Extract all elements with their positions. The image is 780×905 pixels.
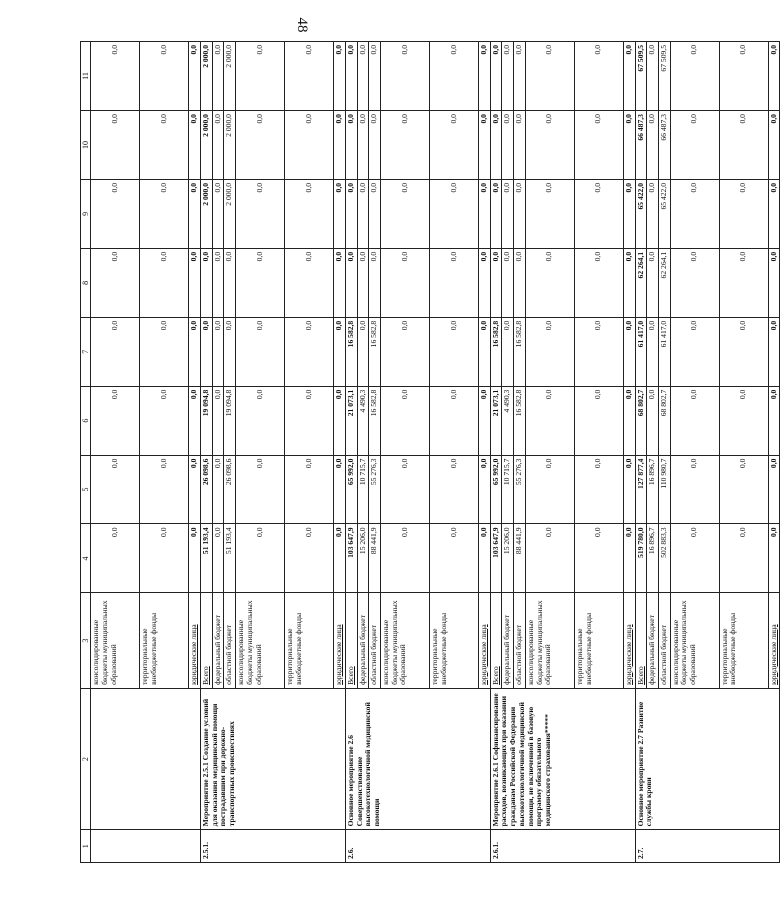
table-row [345, 42, 357, 863]
amount-cell: 0,0 [334, 248, 346, 317]
amount-cell: 0,0 [525, 179, 574, 248]
amount-cell: 2 000,0 [200, 179, 212, 248]
amount-cell: 65 992,0 [345, 455, 357, 524]
amount-cell: 88 441,9 [514, 524, 526, 593]
amount-cell: 0,0 [140, 524, 189, 593]
amount-cell: 0,0 [91, 248, 140, 317]
amount-cell: 0,0 [670, 386, 719, 455]
amount-cell: 0,0 [334, 111, 346, 180]
amount-cell: 21 073,1 [490, 386, 502, 455]
amount-cell: 0,0 [478, 179, 490, 248]
amount-cell: 0,0 [719, 179, 768, 248]
amount-cell: 0,0 [369, 179, 381, 248]
amount-cell: 0,0 [189, 42, 201, 111]
amount-cell: 0,0 [502, 111, 514, 180]
amount-cell: 16 582,8 [514, 317, 526, 386]
amount-cell: 0,0 [670, 179, 719, 248]
activity-title: Мероприятие 2.5.1 Создание условий для оказания медицинской помощи пострадавшим при дорожно-транспортных происшествиях [200, 688, 345, 829]
amount-cell: 0,0 [670, 248, 719, 317]
funding-source: федеральный бюджет [647, 593, 659, 689]
amount-cell: 0,0 [334, 179, 346, 248]
amount-cell: 0,0 [369, 111, 381, 180]
amount-cell: 0,0 [525, 248, 574, 317]
funding-source: областной бюджет [224, 593, 236, 689]
amount-cell: 0,0 [490, 248, 502, 317]
amount-cell: 0,0 [369, 42, 381, 111]
column-header-4: 4 [81, 524, 91, 593]
column-header-8: 8 [81, 248, 91, 317]
amount-cell: 0,0 [670, 42, 719, 111]
amount-cell: 0,0 [768, 248, 780, 317]
amount-cell: 0,0 [719, 111, 768, 180]
amount-cell: 0,0 [574, 386, 623, 455]
amount-cell: 55 276,3 [369, 455, 381, 524]
amount-cell: 4 490,3 [502, 386, 514, 455]
amount-cell: 0,0 [236, 248, 285, 317]
funding-source: консолидированные бюджеты муниципальных образований [525, 593, 574, 689]
amount-cell: 67 509,5 [635, 42, 647, 111]
amount-cell: 0,0 [623, 248, 635, 317]
funding-source: юридические лица [768, 593, 780, 689]
funding-source: территориальные внебюджетные фонды [140, 593, 189, 689]
amount-cell: 0,0 [525, 42, 574, 111]
amount-cell: 0,0 [334, 386, 346, 455]
amount-cell: 0,0 [380, 386, 429, 455]
amount-cell: 0,0 [429, 524, 478, 593]
amount-cell: 61 417,0 [635, 317, 647, 386]
amount-cell: 0,0 [478, 524, 490, 593]
amount-cell: 0,0 [647, 386, 659, 455]
amount-cell: 0,0 [429, 42, 478, 111]
activity-title: Мероприятие 2.6.1 Софинансирование расходов, возникающих при оказании гражданам Российской Федерации высокотехнологичной медицинской помощи, не включенной в базовую программу обязательного медицинского страхования***** [490, 688, 635, 829]
amount-cell: 16 582,8 [369, 386, 381, 455]
amount-cell: 0,0 [574, 524, 623, 593]
amount-cell: 0,0 [334, 42, 346, 111]
amount-cell: 0,0 [91, 455, 140, 524]
funding-source: территориальные внебюджетные фонды [285, 593, 334, 689]
amount-cell: 55 276,3 [514, 455, 526, 524]
amount-cell: 16 582,8 [345, 317, 357, 386]
amount-cell: 0,0 [525, 455, 574, 524]
amount-cell: 0,0 [200, 248, 212, 317]
amount-cell: 0,0 [236, 179, 285, 248]
amount-cell: 0,0 [429, 179, 478, 248]
amount-cell: 0,0 [345, 111, 357, 180]
amount-cell: 0,0 [91, 386, 140, 455]
table-row [635, 42, 647, 863]
amount-cell: 0,0 [212, 179, 224, 248]
funding-source: консолидированные бюджеты муниципальных образований [236, 593, 285, 689]
amount-cell: 21 073,1 [345, 386, 357, 455]
amount-cell: 0,0 [236, 524, 285, 593]
amount-cell: 16 582,8 [369, 317, 381, 386]
amount-cell: 26 098,6 [224, 455, 236, 524]
amount-cell: 0,0 [429, 386, 478, 455]
amount-cell: 127 877,4 [635, 455, 647, 524]
funding-source: Всего [200, 593, 212, 689]
funding-source: областной бюджет [658, 593, 670, 689]
table-row [91, 42, 140, 863]
amount-cell: 0,0 [490, 42, 502, 111]
amount-cell: 0,0 [357, 248, 369, 317]
column-header-10: 10 [81, 111, 91, 180]
row-code: 2.7. [635, 830, 780, 863]
amount-cell: 0,0 [380, 111, 429, 180]
amount-cell: 0,0 [140, 317, 189, 386]
amount-cell: 0,0 [490, 179, 502, 248]
amount-cell: 0,0 [623, 179, 635, 248]
amount-cell: 0,0 [719, 248, 768, 317]
amount-cell: 15 206,0 [502, 524, 514, 593]
amount-cell: 66 487,3 [658, 111, 670, 180]
amount-cell: 0,0 [212, 111, 224, 180]
amount-cell: 0,0 [719, 386, 768, 455]
amount-cell: 66 487,3 [635, 111, 647, 180]
funding-source: территориальные внебюджетные фонды [719, 593, 768, 689]
amount-cell: 0,0 [334, 455, 346, 524]
funding-source: юридические лица [334, 593, 346, 689]
amount-cell: 0,0 [357, 179, 369, 248]
funding-source: юридические лица [623, 593, 635, 689]
amount-cell: 0,0 [478, 386, 490, 455]
amount-cell: 0,0 [380, 42, 429, 111]
amount-cell: 51 193,4 [200, 524, 212, 593]
table-body [91, 42, 780, 863]
amount-cell: 0,0 [285, 42, 334, 111]
amount-cell: 0,0 [380, 317, 429, 386]
amount-cell: 0,0 [647, 248, 659, 317]
funding-source: юридические лица [478, 593, 490, 689]
amount-cell: 0,0 [623, 111, 635, 180]
amount-cell: 68 802,7 [635, 386, 647, 455]
amount-cell: 0,0 [768, 42, 780, 111]
amount-cell: 0,0 [189, 111, 201, 180]
amount-cell: 0,0 [189, 317, 201, 386]
amount-cell: 0,0 [768, 524, 780, 593]
amount-cell: 0,0 [224, 317, 236, 386]
amount-cell: 0,0 [345, 179, 357, 248]
amount-cell: 0,0 [236, 455, 285, 524]
amount-cell: 0,0 [334, 524, 346, 593]
column-header-1: 1 [81, 830, 91, 863]
amount-cell: 26 098,6 [200, 455, 212, 524]
amount-cell: 0,0 [670, 111, 719, 180]
amount-cell: 519 780,0 [635, 524, 647, 593]
amount-cell: 0,0 [140, 179, 189, 248]
amount-cell: 0,0 [189, 455, 201, 524]
amount-cell: 0,0 [670, 317, 719, 386]
amount-cell: 0,0 [502, 248, 514, 317]
amount-cell: 67 509,5 [658, 42, 670, 111]
amount-cell: 0,0 [345, 248, 357, 317]
amount-cell: 0,0 [212, 317, 224, 386]
amount-cell: 0,0 [478, 455, 490, 524]
amount-cell: 0,0 [285, 455, 334, 524]
amount-cell: 0,0 [478, 248, 490, 317]
amount-cell: 0,0 [189, 386, 201, 455]
amount-cell: 110 980,7 [658, 455, 670, 524]
amount-cell: 0,0 [200, 317, 212, 386]
budget-table [80, 41, 780, 863]
funding-source: федеральный бюджет [212, 593, 224, 689]
table-row [490, 42, 502, 863]
amount-cell: 0,0 [236, 42, 285, 111]
amount-cell: 0,0 [212, 455, 224, 524]
column-header-3: 3 [81, 593, 91, 689]
column-header-6: 6 [81, 386, 91, 455]
amount-cell: 0,0 [525, 524, 574, 593]
amount-cell: 0,0 [189, 524, 201, 593]
amount-cell: 0,0 [502, 42, 514, 111]
amount-cell: 16 582,8 [490, 317, 502, 386]
amount-cell: 2 000,0 [224, 179, 236, 248]
funding-source: федеральный бюджет [502, 593, 514, 689]
amount-cell: 65 422,0 [635, 179, 647, 248]
amount-cell: 0,0 [670, 455, 719, 524]
amount-cell: 0,0 [490, 111, 502, 180]
amount-cell: 16 896,7 [647, 524, 659, 593]
page-number: 48 [294, 17, 310, 33]
amount-cell: 0,0 [623, 317, 635, 386]
amount-cell: 0,0 [623, 524, 635, 593]
amount-cell: 0,0 [91, 42, 140, 111]
amount-cell: 0,0 [140, 42, 189, 111]
amount-cell: 0,0 [224, 248, 236, 317]
amount-cell: 0,0 [212, 42, 224, 111]
amount-cell: 0,0 [768, 455, 780, 524]
amount-cell: 0,0 [140, 248, 189, 317]
amount-cell: 65 422,0 [658, 179, 670, 248]
amount-cell: 0,0 [357, 111, 369, 180]
amount-cell: 0,0 [189, 179, 201, 248]
amount-cell: 0,0 [574, 248, 623, 317]
amount-cell: 88 441,9 [369, 524, 381, 593]
amount-cell: 0,0 [380, 248, 429, 317]
amount-cell: 0,0 [478, 111, 490, 180]
amount-cell: 0,0 [525, 317, 574, 386]
amount-cell: 15 206,0 [357, 524, 369, 593]
amount-cell: 0,0 [719, 455, 768, 524]
funding-source: Всего [490, 593, 502, 689]
funding-source: областной бюджет [369, 593, 381, 689]
amount-cell: 0,0 [345, 42, 357, 111]
rotated-table-wrapper [80, 41, 778, 863]
amount-cell: 2 000,0 [200, 42, 212, 111]
amount-cell: 0,0 [91, 179, 140, 248]
amount-cell: 0,0 [236, 111, 285, 180]
amount-cell: 10 715,7 [502, 455, 514, 524]
table-row [200, 42, 212, 863]
amount-cell: 0,0 [478, 42, 490, 111]
amount-cell: 0,0 [768, 111, 780, 180]
funding-source: территориальные внебюджетные фонды [429, 593, 478, 689]
amount-cell: 0,0 [719, 317, 768, 386]
amount-cell: 0,0 [623, 455, 635, 524]
amount-cell: 0,0 [380, 524, 429, 593]
amount-cell: 51 193,4 [224, 524, 236, 593]
row-code: 2.6. [345, 830, 490, 863]
amount-cell: 16 896,7 [647, 455, 659, 524]
amount-cell: 0,0 [574, 111, 623, 180]
amount-cell: 0,0 [140, 111, 189, 180]
amount-cell: 2 000,0 [224, 111, 236, 180]
funding-source: Всего [345, 593, 357, 689]
amount-cell: 502 883,3 [658, 524, 670, 593]
amount-cell: 0,0 [768, 317, 780, 386]
amount-cell: 0,0 [768, 179, 780, 248]
funding-source: юридические лица [189, 593, 201, 689]
amount-cell: 0,0 [647, 317, 659, 386]
amount-cell: 0,0 [670, 524, 719, 593]
amount-cell: 103 647,9 [490, 524, 502, 593]
column-header-2: 2 [81, 688, 91, 829]
amount-cell: 65 992,0 [490, 455, 502, 524]
amount-cell: 0,0 [574, 42, 623, 111]
amount-cell: 0,0 [334, 317, 346, 386]
amount-cell: 103 647,9 [345, 524, 357, 593]
amount-cell: 4 490,3 [357, 386, 369, 455]
amount-cell: 0,0 [647, 179, 659, 248]
amount-cell: 0,0 [236, 386, 285, 455]
amount-cell: 0,0 [574, 455, 623, 524]
amount-cell: 0,0 [525, 111, 574, 180]
amount-cell: 0,0 [574, 179, 623, 248]
amount-cell: 0,0 [285, 111, 334, 180]
amount-cell: 10 715,7 [357, 455, 369, 524]
amount-cell: 0,0 [369, 248, 381, 317]
amount-cell: 0,0 [91, 524, 140, 593]
amount-cell: 0,0 [236, 317, 285, 386]
amount-cell: 2 000,0 [200, 111, 212, 180]
amount-cell: 0,0 [357, 42, 369, 111]
row-code [91, 830, 201, 863]
activity-title [91, 688, 201, 829]
funding-source: областной бюджет [514, 593, 526, 689]
amount-cell: 0,0 [380, 179, 429, 248]
amount-cell: 0,0 [429, 317, 478, 386]
column-number-row [81, 42, 91, 863]
amount-cell: 0,0 [429, 111, 478, 180]
amount-cell: 0,0 [623, 42, 635, 111]
row-code: 2.6.1. [490, 830, 635, 863]
amount-cell: 19 094,8 [224, 386, 236, 455]
amount-cell: 0,0 [140, 386, 189, 455]
column-header-11: 11 [81, 42, 91, 111]
amount-cell: 0,0 [285, 317, 334, 386]
amount-cell: 0,0 [357, 317, 369, 386]
amount-cell: 0,0 [514, 248, 526, 317]
funding-source: федеральный бюджет [357, 593, 369, 689]
amount-cell: 0,0 [768, 386, 780, 455]
column-header-5: 5 [81, 455, 91, 524]
amount-cell: 0,0 [285, 386, 334, 455]
amount-cell: 68 802,7 [658, 386, 670, 455]
amount-cell: 0,0 [429, 455, 478, 524]
amount-cell: 0,0 [212, 248, 224, 317]
funding-source: консолидированные бюджеты муниципальных образований [380, 593, 429, 689]
amount-cell: 0,0 [189, 248, 201, 317]
amount-cell: 0,0 [380, 455, 429, 524]
amount-cell: 0,0 [514, 179, 526, 248]
amount-cell: 0,0 [502, 317, 514, 386]
amount-cell: 62 264,1 [658, 248, 670, 317]
amount-cell: 0,0 [647, 111, 659, 180]
amount-cell: 0,0 [285, 179, 334, 248]
amount-cell: 0,0 [719, 42, 768, 111]
amount-cell: 0,0 [525, 386, 574, 455]
amount-cell: 0,0 [514, 111, 526, 180]
amount-cell: 0,0 [285, 524, 334, 593]
amount-cell: 0,0 [429, 248, 478, 317]
amount-cell: 61 417,0 [658, 317, 670, 386]
row-code: 2.5.1. [200, 830, 345, 863]
funding-source: территориальные внебюджетные фонды [574, 593, 623, 689]
amount-cell: 0,0 [623, 386, 635, 455]
amount-cell: 0,0 [285, 248, 334, 317]
amount-cell: 62 264,1 [635, 248, 647, 317]
amount-cell: 0,0 [502, 179, 514, 248]
amount-cell: 0,0 [91, 317, 140, 386]
amount-cell: 0,0 [212, 524, 224, 593]
amount-cell: 0,0 [91, 111, 140, 180]
amount-cell: 0,0 [719, 524, 768, 593]
amount-cell: 19 094,8 [200, 386, 212, 455]
funding-source: консолидированные бюджеты муниципальных образований [91, 593, 140, 689]
column-header-7: 7 [81, 317, 91, 386]
column-header-9: 9 [81, 179, 91, 248]
amount-cell: 0,0 [212, 386, 224, 455]
activity-title: Основное мероприятие 2.7 Развитие службы крови [635, 688, 780, 829]
amount-cell: 16 582,8 [514, 386, 526, 455]
amount-cell: 2 000,0 [224, 42, 236, 111]
amount-cell: 0,0 [478, 317, 490, 386]
amount-cell: 0,0 [140, 455, 189, 524]
funding-source: консолидированные бюджеты муниципальных образований [670, 593, 719, 689]
funding-source: Всего [635, 593, 647, 689]
amount-cell: 0,0 [647, 42, 659, 111]
amount-cell: 0,0 [514, 42, 526, 111]
activity-title: Основное мероприятие 2.6 Совершенствование высокотехнологичной медицинской помощи [345, 688, 490, 829]
amount-cell: 0,0 [574, 317, 623, 386]
